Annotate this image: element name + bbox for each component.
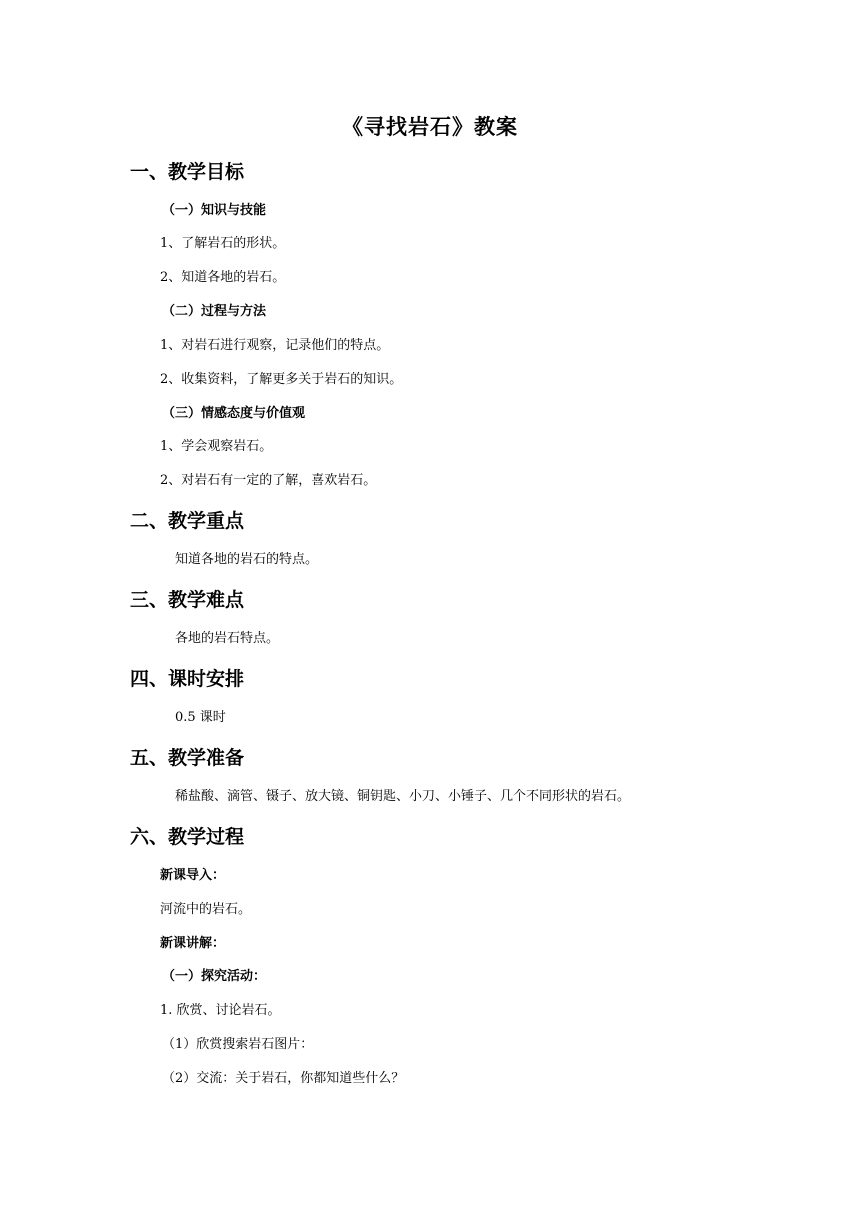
list-item: 1、了解岩石的形状。: [160, 236, 286, 251]
list-item: 1、对岩石进行观察，记录他们的特点。: [160, 338, 390, 353]
text-intro: 河流中的岩石。: [160, 902, 252, 917]
label-new-lesson-lecture: 新课讲解：: [160, 936, 226, 951]
section-text-preparation: 稀盐酸、滴管、镊子、放大镜、铜钥匙、小刀、小锤子、几个不同形状的岩石。: [175, 789, 631, 804]
list-item: （1）欣赏搜索岩石图片：: [162, 1037, 314, 1052]
list-item: 2、对岩石有一定的了解，喜欢岩石。: [160, 473, 377, 488]
document-title: 《寻找岩石》教案: [342, 115, 518, 139]
section-heading-key-points: 二、教学重点: [130, 510, 245, 532]
label-inquiry-activity: （一）探究活动：: [162, 969, 267, 984]
list-item: 2、收集资料，了解更多关于岩石的知识。: [160, 372, 403, 387]
section-heading-process: 六、教学过程: [130, 826, 245, 848]
subheading-knowledge-skills: （一）知识与技能: [162, 203, 267, 218]
list-item: 1、学会观察岩石。: [160, 439, 273, 454]
section-text-schedule: 0.5 课时: [175, 710, 226, 725]
list-item: 1. 欣赏、讨论岩石。: [160, 1003, 281, 1018]
section-heading-difficulties: 三、教学难点: [130, 589, 245, 611]
list-item: 2、知道各地的岩石。: [160, 270, 286, 285]
section-heading-schedule: 四、课时安排: [130, 668, 245, 690]
subheading-attitude-values: （三）情感态度与价值观: [162, 406, 306, 421]
section-text-key-points: 知道各地的岩石的特点。: [175, 552, 319, 567]
section-text-difficulties: 各地的岩石特点。: [175, 631, 280, 646]
list-item: （2）交流：关于岩石，你都知道些什么？: [162, 1071, 405, 1086]
section-heading-objectives: 一、教学目标: [130, 161, 245, 183]
section-heading-preparation: 五、教学准备: [130, 747, 245, 769]
subheading-process-methods: （二）过程与方法: [162, 304, 267, 319]
label-new-lesson-intro: 新课导入：: [160, 868, 226, 883]
